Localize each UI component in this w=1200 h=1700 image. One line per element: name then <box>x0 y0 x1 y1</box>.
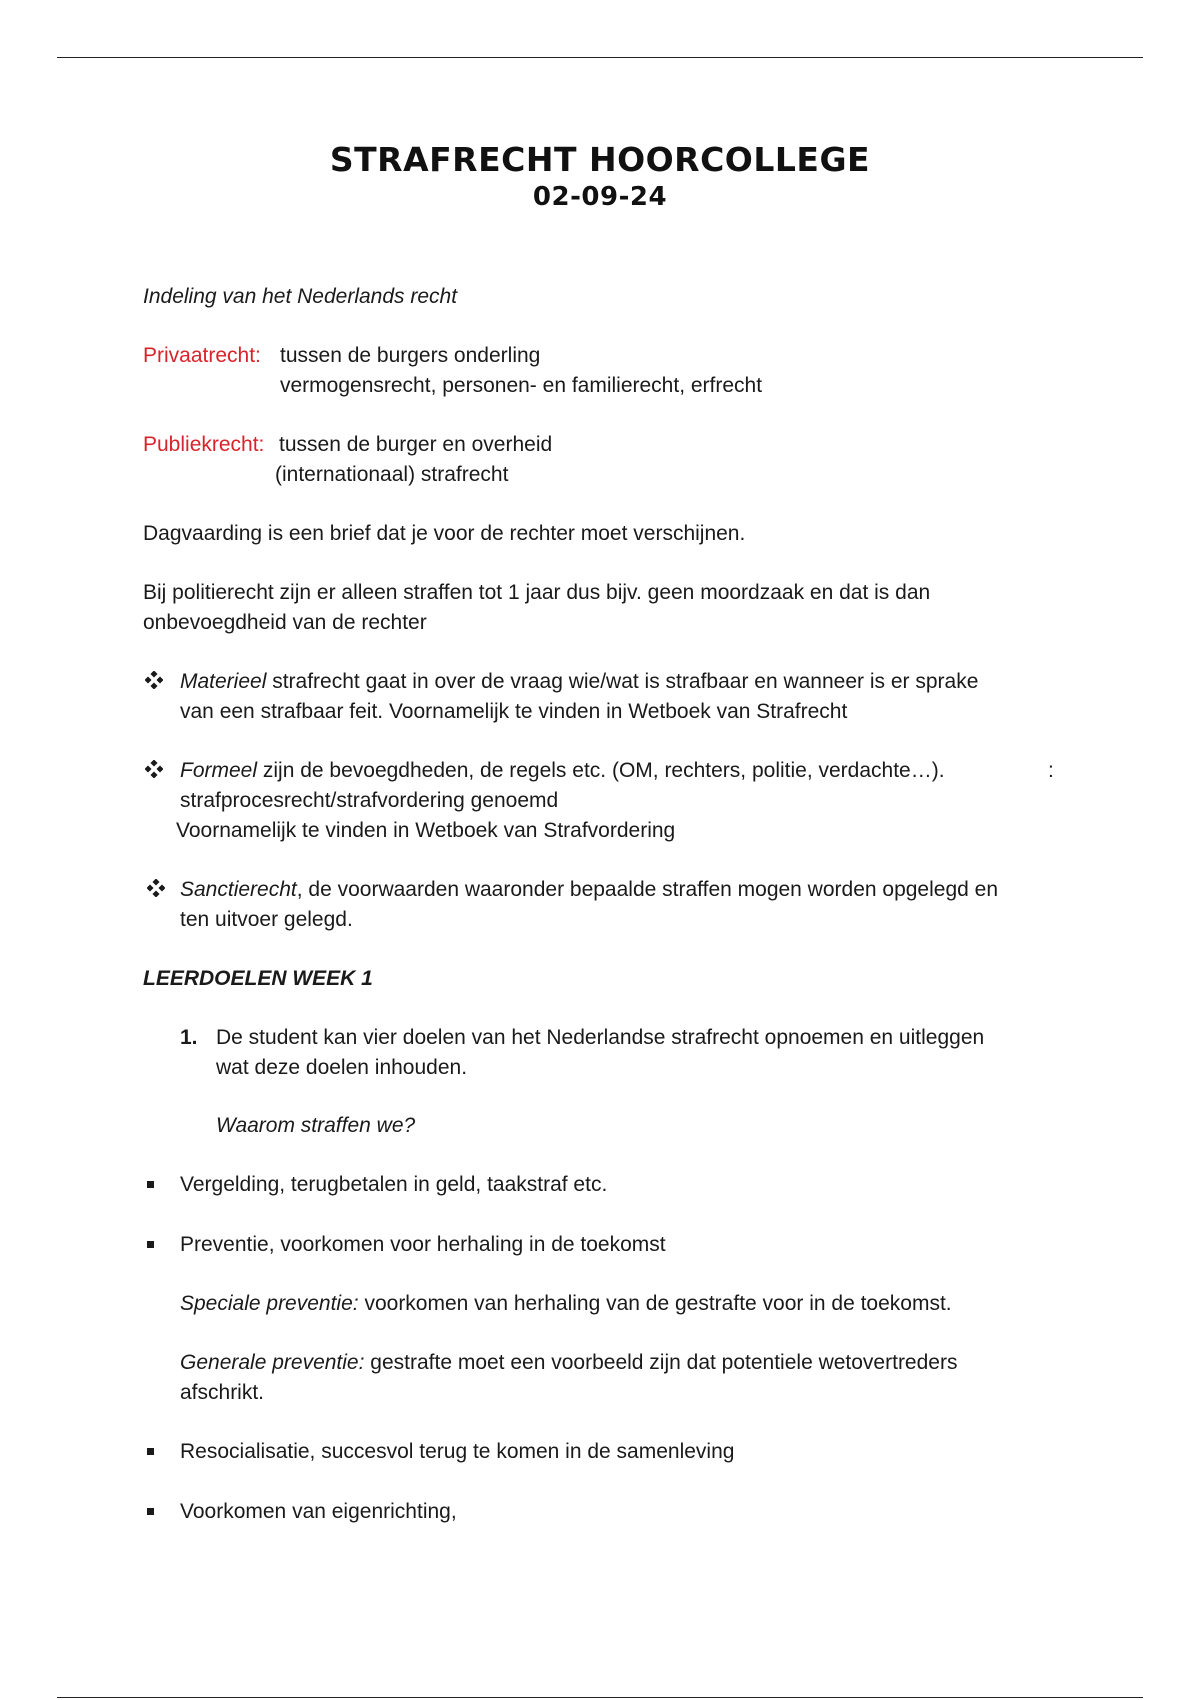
leerdoel-line1: De student kan vier doelen van het Nederlandse strafrecht opnoemen en uitleggen <box>216 1026 985 1049</box>
publiekrecht-line2: (internationaal) strafrecht <box>275 463 509 486</box>
top-rule <box>57 57 1143 58</box>
generale-preventie-text: gestrafte moet een voorbeeld zijn dat potentiele wetovertreders <box>364 1351 958 1374</box>
square-bullet-icon <box>147 1508 154 1515</box>
goal-resocialisatie: Resocialisatie, succesvol terug te komen in de samenleving <box>180 1440 735 1463</box>
speciale-preventie-term: Speciale preventie: <box>180 1292 359 1315</box>
bottom-rule <box>57 1697 1143 1698</box>
document-title: STRAFRECHT HOORCOLLEGE <box>329 140 871 179</box>
publiekrecht-label: Publiekrecht: <box>143 433 265 456</box>
formeel-line2: strafprocesrecht/strafvordering genoemd <box>180 789 559 812</box>
square-bullet-icon <box>147 1448 154 1455</box>
materieel-line2: van een strafbaar feit. Voornamelijk te vinden in Wetboek van Strafrecht <box>180 700 848 723</box>
intro-heading: Indeling van het Nederlands recht <box>143 285 458 308</box>
document-date: 02-09-24 <box>532 182 668 212</box>
speciale-preventie-text: voorkomen van herhaling van de gestrafte voor in de toekomst. <box>358 1292 952 1315</box>
leerdoel-line2: wat deze doelen inhouden. <box>216 1056 468 1079</box>
generale-preventie-line2: afschrikt. <box>180 1381 265 1404</box>
diamond-bullet-icon <box>145 760 163 778</box>
formeel-text: zijn de bevoegdheden, de regels etc. (OM, rechters, politie, verdachte…). <box>257 759 945 782</box>
square-bullet-icon <box>147 1241 154 1248</box>
sanctierecht-text: , de voorwaarden waaronder bepaalde straffen mogen worden opgelegd en <box>296 878 999 901</box>
diamond-bullet-icon <box>145 671 163 689</box>
leerdoelen-heading: LEERDOELEN WEEK 1 <box>143 967 373 990</box>
speciale-preventie <box>180 1289 952 1319</box>
materieel-term: Materieel <box>180 670 267 693</box>
leerdoel-question: Waarom straffen we? <box>216 1114 416 1137</box>
dagvaarding-paragraph: Dagvaarding is een brief dat je voor de rechter moet verschijnen. <box>143 522 746 545</box>
sanctierecht-term: Sanctierecht <box>180 878 297 901</box>
politierecht-paragraph-line1: Bij politierecht zijn er alleen straffen tot 1 jaar dus bijv. geen moordzaak en dat is dan <box>143 581 931 604</box>
square-bullet-icon <box>147 1181 154 1188</box>
materieel-line1 <box>180 667 978 697</box>
privaatrecht-label: Privaatrecht: <box>143 344 261 367</box>
generale-preventie-term: Generale preventie: <box>180 1351 365 1374</box>
goal-eigenrichting: Voorkomen van eigenrichting, <box>180 1500 457 1523</box>
goal-preventie: Preventie, voorkomen voor herhaling in de toekomst <box>180 1233 666 1256</box>
sanctierecht-line1 <box>180 875 998 905</box>
title-block <box>0 140 1200 214</box>
diamond-bullet-icon <box>147 879 165 897</box>
privaatrecht-line1: tussen de burgers onderling <box>280 344 541 367</box>
formeel-term: Formeel <box>180 759 258 782</box>
leerdoel-number: 1. <box>180 1026 198 1049</box>
publiekrecht-line1: tussen de burger en overheid <box>279 433 553 456</box>
formeel-line3: Voornamelijk te vinden in Wetboek van Strafvordering <box>176 819 676 842</box>
generale-preventie-line1 <box>180 1348 957 1378</box>
goal-vergelding: Vergelding, terugbetalen in geld, taakstraf etc. <box>180 1173 608 1196</box>
sanctierecht-line2: ten uitvoer gelegd. <box>180 908 353 931</box>
politierecht-paragraph-line2: onbevoegdheid van de rechter <box>143 611 427 634</box>
materieel-text: strafrecht gaat in over de vraag wie/wat is strafbaar en wanneer is er sprake <box>266 670 979 693</box>
formeel-colon: : <box>1048 759 1054 782</box>
formeel-line1 <box>180 756 945 786</box>
privaatrecht-line2: vermogensrecht, personen- en familierecht, erfrecht <box>280 374 763 397</box>
